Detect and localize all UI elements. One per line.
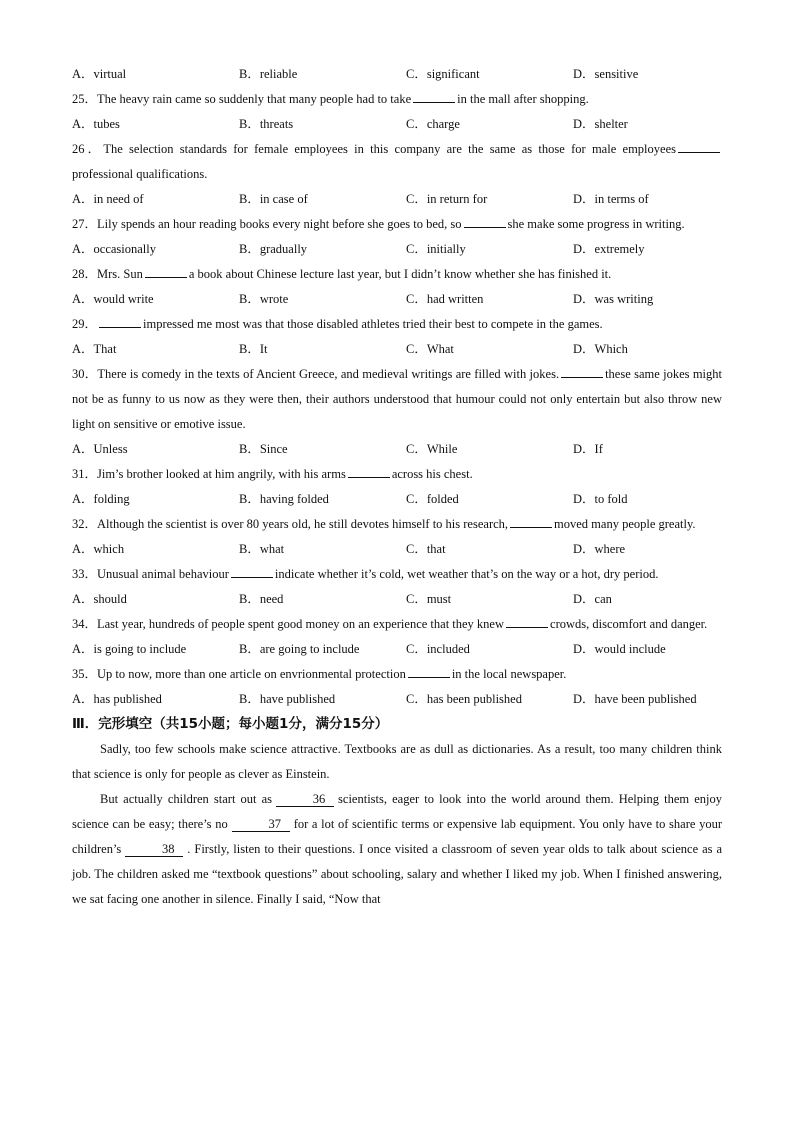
option-c[interactable]: C．What bbox=[406, 342, 454, 356]
blank-36[interactable]: 36 bbox=[276, 792, 334, 807]
question-stem bbox=[72, 137, 722, 187]
question-text: a book about Chinese lecture last year, but I didn’t know whether she has finished it. bbox=[188, 267, 612, 281]
answer-blank[interactable] bbox=[145, 263, 187, 278]
options-row bbox=[72, 587, 722, 612]
options-row bbox=[72, 187, 722, 212]
option-d[interactable]: D．in terms of bbox=[573, 192, 649, 206]
option-d[interactable]: D．Which bbox=[573, 342, 628, 356]
answer-blank[interactable] bbox=[506, 613, 548, 628]
option-a[interactable]: A．occasionally bbox=[72, 242, 157, 256]
question-text: 26．The selection standards for female employees in this company are the same as those for male employees bbox=[72, 142, 676, 156]
question-text: 35．Up to now, more than one article on envrionmental protection bbox=[72, 667, 406, 681]
option-a[interactable]: A．is going to include bbox=[72, 642, 187, 656]
question-stem bbox=[72, 362, 722, 437]
question-text: 29． bbox=[72, 317, 98, 331]
question-text: 27．Lily spends an hour reading books every night before she goes to bed, so bbox=[72, 217, 462, 231]
question-stem bbox=[72, 212, 722, 237]
option-a[interactable]: A．folding bbox=[72, 492, 130, 506]
question-text: 28．Mrs. Sun bbox=[72, 267, 143, 281]
option-b[interactable]: B．having folded bbox=[239, 492, 329, 506]
option-b[interactable]: B．are going to include bbox=[239, 642, 360, 656]
question-stem bbox=[72, 312, 722, 337]
option-d[interactable]: D．have been published bbox=[573, 692, 697, 706]
option-c[interactable]: C．While bbox=[406, 442, 458, 456]
options-row bbox=[72, 237, 722, 262]
question-text: indicate whether it’s cold, wet weather that’s on the way or a hot, dry period. bbox=[274, 567, 659, 581]
question-stem bbox=[72, 262, 722, 287]
passage-paragraph-2 bbox=[72, 787, 722, 912]
option-b[interactable]: B．It bbox=[239, 342, 268, 356]
question-list bbox=[72, 87, 722, 712]
option-b[interactable]: B．in case of bbox=[239, 192, 308, 206]
option-b[interactable]: B．gradually bbox=[239, 242, 308, 256]
option-d[interactable]: D．where bbox=[573, 542, 626, 556]
options-row bbox=[72, 437, 722, 462]
question-stem bbox=[72, 512, 722, 537]
option-d[interactable]: D．If bbox=[573, 442, 603, 456]
option-c[interactable]: C．that bbox=[406, 542, 446, 556]
passage-text: for a lot of scientific terms or expensive lab equipment. You only have to share your children’s bbox=[72, 817, 722, 856]
question-text: 31．Jim’s brother looked at him angrily, with his arms bbox=[72, 467, 346, 481]
question-text: across his chest. bbox=[391, 467, 473, 481]
question-text: moved many people greatly. bbox=[554, 517, 696, 531]
section-heading: Ⅲ．完形填空（共15小题；每小题1分，满分15分） bbox=[72, 716, 389, 732]
answer-blank[interactable] bbox=[231, 563, 273, 578]
question-stem bbox=[72, 562, 722, 587]
option-d[interactable]: D．extremely bbox=[573, 242, 645, 256]
options-row bbox=[72, 287, 722, 312]
passage-text: But actually children start out as bbox=[100, 792, 273, 806]
option-d[interactable]: D．sensitive bbox=[573, 67, 639, 81]
question-text: 30．There is comedy in the texts of Ancient Greece, and medieval writings are filled with jokes. bbox=[72, 367, 560, 381]
question-stem bbox=[72, 87, 722, 112]
option-b[interactable]: B．wrote bbox=[239, 292, 289, 306]
option-d[interactable]: D．was writing bbox=[573, 292, 654, 306]
question-text: in the local newspaper. bbox=[451, 667, 567, 681]
option-b[interactable]: B．threats bbox=[239, 117, 294, 131]
question-text: 32．Although the scientist is over 80 years old, he still devotes himself to his research, bbox=[72, 517, 509, 531]
answer-blank[interactable] bbox=[510, 513, 552, 528]
answer-blank[interactable] bbox=[413, 88, 455, 103]
option-c[interactable]: C．significant bbox=[406, 67, 480, 81]
options-row bbox=[72, 337, 722, 362]
question-stem bbox=[72, 612, 722, 637]
question-text: 33．Unusual animal behaviour bbox=[72, 567, 229, 581]
options-row bbox=[72, 487, 722, 512]
passage-paragraph-1: Sadly, too few schools make science attractive. Textbooks are as dull as dictionaries. As a result, too many children think that science is only for people as clever as Einstein. bbox=[72, 742, 722, 781]
answer-blank[interactable] bbox=[678, 138, 720, 153]
options-row bbox=[72, 537, 722, 562]
answer-blank[interactable] bbox=[408, 663, 450, 678]
option-b[interactable]: B．reliable bbox=[239, 67, 298, 81]
question-text: professional qualifications. bbox=[72, 167, 208, 181]
option-a[interactable]: A．has published bbox=[72, 692, 162, 706]
passage-text: . Firstly, listen to their questions. I once visited a classroom of seven year olds to talk about science as a job. The children asked me “textbook questions” about schooling, salary and whether I liked my job. When I finished answering, we sat facing one another in silence. Finally I said, “Now that bbox=[72, 842, 722, 906]
option-c[interactable]: C．has been published bbox=[406, 692, 522, 706]
option-c[interactable]: C．charge bbox=[406, 117, 460, 131]
option-c[interactable]: C．must bbox=[406, 592, 452, 606]
option-a[interactable]: A．in need of bbox=[72, 192, 144, 206]
option-c[interactable]: C．included bbox=[406, 642, 470, 656]
question-text: 25．The heavy rain came so suddenly that many people had to take bbox=[72, 92, 412, 106]
answer-blank[interactable] bbox=[561, 363, 603, 378]
option-d[interactable]: D．to fold bbox=[573, 492, 628, 506]
option-c[interactable]: C．in return for bbox=[406, 192, 488, 206]
passage-text: scientists, eager to look into the world around them. Helping them enjoy science can be easy; there’s no bbox=[72, 792, 722, 831]
option-a[interactable]: A．should bbox=[72, 592, 127, 606]
option-c[interactable]: C．initially bbox=[406, 242, 466, 256]
options-row bbox=[72, 637, 722, 662]
exam-page bbox=[72, 62, 722, 912]
options-row bbox=[72, 687, 722, 712]
question-text: crowds, discomfort and danger. bbox=[550, 617, 708, 631]
option-a[interactable]: A．Unless bbox=[72, 442, 128, 456]
option-a[interactable]: A．virtual bbox=[72, 67, 127, 81]
option-d[interactable]: D．shelter bbox=[573, 117, 628, 131]
blank-38[interactable]: 38 bbox=[125, 842, 183, 857]
question-stem bbox=[72, 662, 722, 687]
options-q24 bbox=[72, 62, 722, 87]
question-text: she make some progress in writing. bbox=[507, 217, 685, 231]
option-b[interactable]: B．need bbox=[239, 592, 284, 606]
option-c[interactable]: C．had written bbox=[406, 292, 484, 306]
option-b[interactable]: B．have published bbox=[239, 692, 336, 706]
question-text: these same jokes might not be as funny to us now as they were then, their authors understood that humour could not only entertain but also throw new light on sensitive or emotive issue. bbox=[72, 367, 722, 431]
option-a[interactable]: A．would write bbox=[72, 292, 154, 306]
question-text: in the mall after shopping. bbox=[457, 92, 589, 106]
question-stem bbox=[72, 462, 722, 487]
answer-blank[interactable] bbox=[348, 463, 390, 478]
option-b[interactable]: B．what bbox=[239, 542, 285, 556]
option-d[interactable]: D．can bbox=[573, 592, 612, 606]
options-row bbox=[72, 112, 722, 137]
option-b[interactable]: B．Since bbox=[239, 442, 288, 456]
option-d[interactable]: D．would include bbox=[573, 642, 666, 656]
question-text: impressed me most was that those disabled athletes tried their best to compete in the games. bbox=[143, 317, 603, 331]
answer-blank[interactable] bbox=[99, 313, 141, 328]
answer-blank[interactable] bbox=[464, 213, 506, 228]
option-a[interactable]: A．tubes bbox=[72, 117, 120, 131]
question-text: 34．Last year, hundreds of people spent good money on an experience that they knew bbox=[72, 617, 505, 631]
option-a[interactable]: A．That bbox=[72, 342, 117, 356]
option-c[interactable]: C．folded bbox=[406, 492, 459, 506]
option-a[interactable]: A．which bbox=[72, 542, 125, 556]
blank-37[interactable]: 37 bbox=[232, 817, 290, 832]
